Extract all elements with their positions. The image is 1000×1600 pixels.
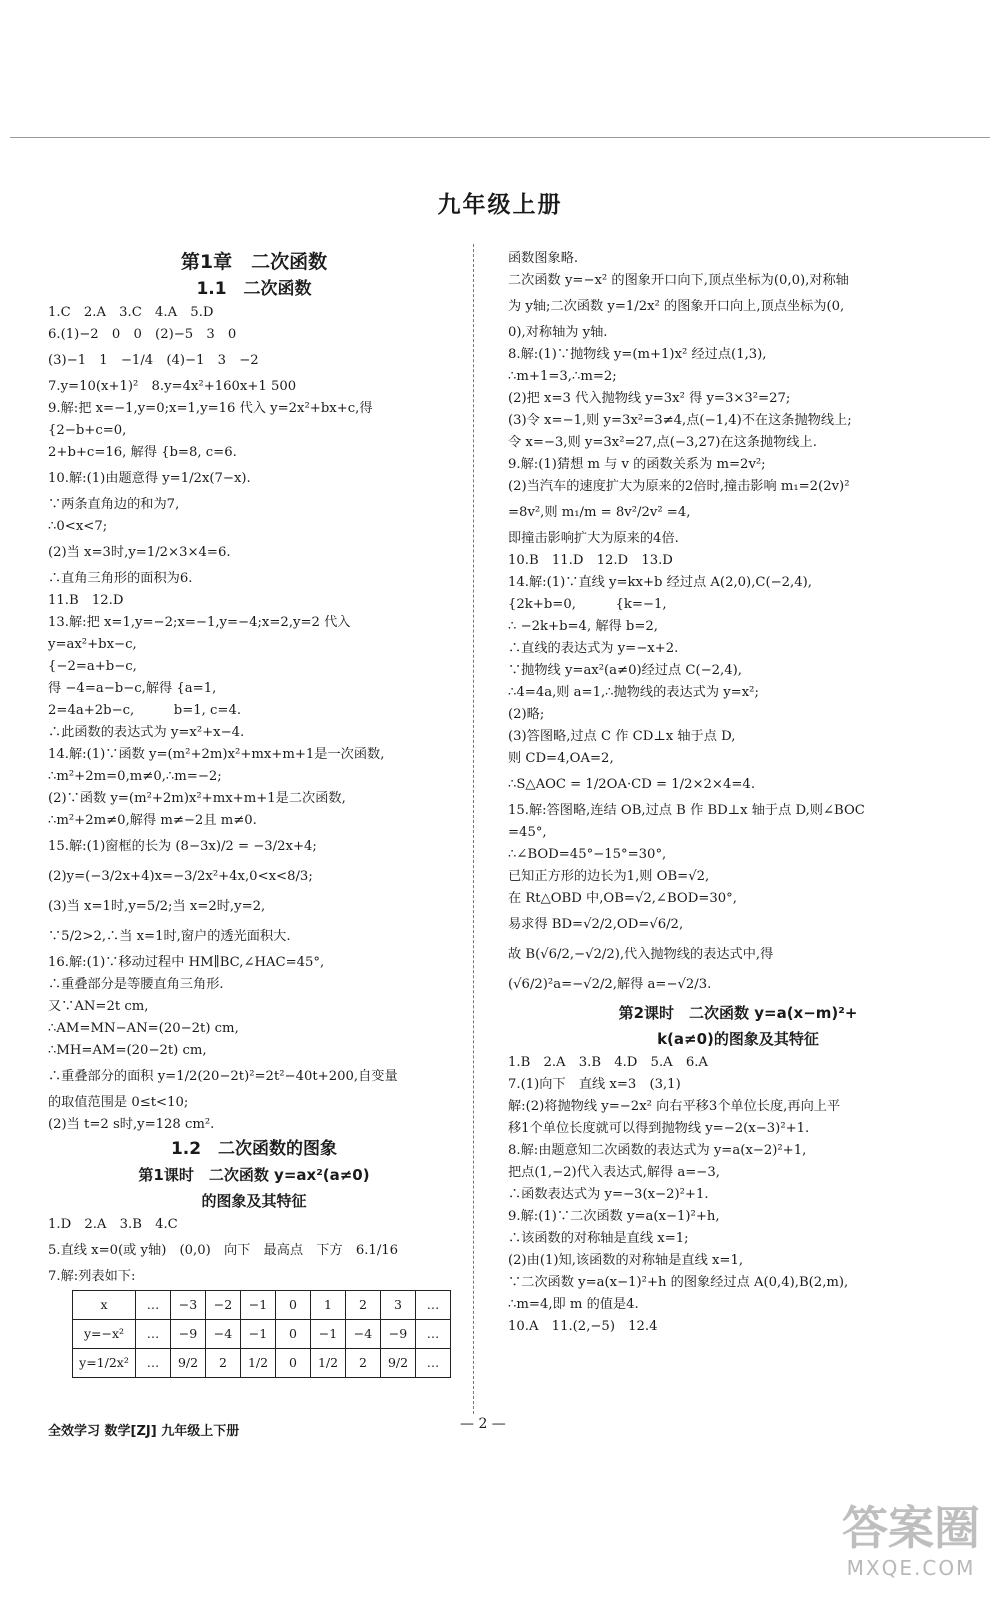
table-cell: −4 (346, 1320, 381, 1349)
footer-page-number: — 2 — (460, 1416, 506, 1432)
answer-line: ∴AM=MN−AN=(20−2t) cm, (48, 1021, 239, 1036)
table-cell: 2 (346, 1349, 381, 1378)
answer-line: (2)由(1)知,该函数的对称轴是直线 x=1, (508, 1253, 744, 1268)
answer-line: (2)∵函数 y=(m²+2m)x²+mx+m+1是二次函数, (48, 791, 346, 806)
answer-line: 令 x=−3,则 y=3x²=27,点(−3,27)在这条抛物线上. (508, 435, 817, 450)
answer-line: (3)答图略,过点 C 作 CD⊥x 轴于点 D, (508, 729, 736, 744)
answer-line: 2=4a+2b−c, b=1, c=4. (48, 703, 242, 718)
table-cell: 2 (346, 1291, 381, 1320)
footer-book-title: 全效学习 数学[ZJ] 九年级上下册 (48, 1424, 240, 1439)
answer-line: 11.B 12.D (48, 593, 124, 608)
table-cell: −9 (171, 1320, 206, 1349)
lesson-heading: 第2课时 二次函数 y=a(x−m)²+ (618, 1004, 858, 1022)
answer-line: ∴m²+2m=0,m≠0,∴m=−2; (48, 769, 222, 784)
answer-line: 1.D 2.A 3.B 4.C (48, 1217, 178, 1232)
answer-line: ∴m=4,即 m 的值是4. (508, 1297, 639, 1312)
value-table (72, 1290, 451, 1378)
lesson-heading: k(a≠0)的图象及其特征 (657, 1030, 819, 1048)
answer-line: 7.(1)向下 直线 x=3 (3,1) (508, 1077, 681, 1092)
answer-line: ∴重叠部分的面积 y=1/2(20−2t)²=2t²−40t+200,自变量 (48, 1069, 398, 1084)
answer-line: 则 CD=4,OA=2, (508, 751, 614, 766)
answer-line: 9.解:把 x=−1,y=0;x=1,y=16 代入 y=2x²+bx+c,得 (48, 401, 373, 416)
answer-line: 6.(1)−2 0 0 (2)−5 3 0 (48, 327, 237, 342)
answer-line: {2k+b=0, {k=−1, (508, 597, 667, 612)
answer-line: (3)当 x=1时,y=5/2;当 x=2时,y=2, (48, 899, 266, 914)
table-cell: −4 (206, 1320, 241, 1349)
watermark-logo (836, 1500, 986, 1580)
table-row (73, 1349, 451, 1378)
answer-line: 14.解:(1)∵函数 y=(m²+2m)x²+mx+m+1是一次函数, (48, 747, 385, 762)
answer-line: 把点(1,−2)代入表达式,解得 a=−3, (508, 1165, 720, 1180)
table-cell: … (416, 1349, 451, 1378)
answer-line: (3)令 x=−1,则 y=3x²=3≠4,点(−1,4)不在这条抛物线上; (508, 413, 852, 428)
answer-line: 10.A 11.(2,−5) 12.4 (508, 1319, 658, 1334)
table-cell: −3 (171, 1291, 206, 1320)
table-cell: 9/2 (381, 1349, 416, 1378)
answer-line: 10.解:(1)由题意得 y=1/2x(7−x). (48, 471, 251, 486)
table-cell: 2 (206, 1349, 241, 1378)
answer-line: 为 y轴;二次函数 y=1/2x² 的图象开口向上,顶点坐标为(0, (508, 299, 845, 314)
answer-line: ∴m+1=3,∴m=2; (508, 369, 617, 384)
answer-line: ∴ −2k+b=4, 解得 b=2, (508, 619, 658, 634)
table-row (73, 1291, 451, 1320)
answer-line: 的取值范围是 0≤t<10; (48, 1095, 189, 1110)
answer-line: 1.C 2.A 3.C 4.A 5.D (48, 305, 214, 320)
answer-line: ∴函数表达式为 y=−3(x−2)²+1. (508, 1187, 709, 1202)
table-cell: −1 (241, 1320, 276, 1349)
answer-line: 在 Rt△OBD 中,OB=√2,∠BOD=30°, (508, 891, 737, 906)
table-cell: 3 (381, 1291, 416, 1320)
answer-line: ∴S△AOC = 1/2OA·CD = 1/2×2×4=4. (508, 777, 756, 792)
answer-line: ∴该函数的对称轴是直线 x=1; (508, 1231, 689, 1246)
table-cell: 1/2 (311, 1349, 346, 1378)
answer-line: (2)y=(−3/2x+4)x=−3/2x²+4x,0<x<8/3; (48, 869, 313, 884)
table-cell: … (416, 1291, 451, 1320)
answer-line: 14.解:(1)∵直线 y=kx+b 经过点 A(2,0),C(−2,4), (508, 575, 812, 590)
table-cell: 0 (276, 1291, 311, 1320)
answer-line: 又∵AN=2t cm, (48, 999, 149, 1014)
answer-line: 13.解:把 x=1,y=−2;x=−1,y=−4;x=2,y=2 代入 (48, 615, 351, 630)
answer-line: 10.B 11.D 12.D 13.D (508, 553, 673, 568)
answer-line: 0),对称轴为 y轴. (508, 325, 608, 340)
answer-line: ∴0<x<7; (48, 519, 108, 534)
column-divider (473, 244, 474, 1414)
answer-line: 9.解:(1)∵二次函数 y=a(x−1)²+h, (508, 1209, 720, 1224)
answer-line: 1.B 2.A 3.B 4.D 5.A 6.A (508, 1055, 708, 1070)
table-cell: 0 (276, 1349, 311, 1378)
answer-line: 已知正方形的边长为1,则 OB=√2, (508, 869, 710, 884)
answer-line: 易求得 BD=√2/2,OD=√6/2, (508, 917, 684, 932)
table-cell: … (136, 1349, 171, 1378)
table-cell: 1/2 (241, 1349, 276, 1378)
answer-line: ∴MH=AM=(20−2t) cm, (48, 1043, 207, 1058)
table-row (73, 1320, 451, 1349)
answer-line: ∴4=4a,则 a=1,∴抛物线的表达式为 y=x²; (508, 685, 759, 700)
table-cell: 9/2 (171, 1349, 206, 1378)
page-title: 九年级上册 (437, 192, 563, 218)
watermark-url: MXQE.COM (846, 1556, 976, 1580)
answer-line: 9.解:(1)猜想 m 与 v 的函数关系为 m=2v²; (508, 457, 766, 472)
answer-line: 15.解:(1)窗框的长为 (8−3x)/2 = −3/2x+4; (48, 839, 317, 854)
answer-line: ∵抛物线 y=ax²(a≠0)经过点 C(−2,4), (508, 663, 742, 678)
answer-line: 移1个单位长度就可以得到抛物线 y=−2(x−3)²+1. (508, 1121, 810, 1136)
watermark-text: 答案圈 (842, 1501, 980, 1555)
answer-line: 故 B(√6/2,−√2/2),代入抛物线的表达式中,得 (508, 947, 774, 962)
table-cell: 0 (276, 1320, 311, 1349)
answer-line: 8.解:(1)∵抛物线 y=(m+1)x² 经过点(1,3), (508, 347, 767, 362)
answer-line: (3)−1 1 −1/4 (4)−1 3 −2 (48, 353, 259, 368)
answer-line: 8.解:由题意知二次函数的表达式为 y=a(x−2)²+1, (508, 1143, 807, 1158)
answer-line: 7.解:列表如下: (48, 1269, 136, 1284)
table-cell: y=1/2x² (73, 1349, 136, 1378)
answer-line: (√6/2)²a=−√2/2,解得 a=−√2/3. (508, 977, 712, 992)
answer-line: {2−b+c=0, (48, 423, 127, 438)
table-cell: x (73, 1291, 136, 1320)
section-heading: 1.2 二次函数的图象 (170, 1139, 338, 1159)
answer-line: 16.解:(1)∵移动过程中 HM∥BC,∠HAC=45°, (48, 955, 325, 970)
answer-line: (2)当 x=3时,y=1/2×3×4=6. (48, 545, 231, 560)
answer-line: 得 −4=a−b−c,解得 {a=1, (48, 681, 217, 696)
answer-line: (2)当汽车的速度扩大为原来的2倍时,撞击影响 m₁=2(2v)² (508, 479, 850, 494)
answer-line: ∴∠BOD=45°−15°=30°, (508, 847, 667, 862)
answer-line: 2+b+c=16, 解得 {b=8, c=6. (48, 445, 237, 460)
answer-line: ∴m²+2m≠0,解得 m≠−2且 m≠0. (48, 813, 257, 828)
lesson-heading: 的图象及其特征 (201, 1192, 307, 1210)
table-cell: −9 (381, 1320, 416, 1349)
right-lines (508, 248, 968, 1338)
answer-line: (2)当 t=2 s时,y=128 cm². (48, 1117, 215, 1132)
answer-line: 即撞击影响扩大为原来的4倍. (508, 531, 679, 546)
answer-line: =45°, (508, 825, 547, 840)
right-column (508, 248, 968, 1338)
answer-line: ∴重叠部分是等腰直角三角形. (48, 977, 224, 992)
table-cell: −1 (241, 1291, 276, 1320)
answer-line: 7.y=10(x+1)² 8.y=4x²+160x+1 500 (48, 379, 297, 394)
section-heading: 1.1 二次函数 (196, 279, 312, 299)
answer-line: ∵二次函数 y=a(x−1)²+h 的图象经过点 A(0,4),B(2,m), (508, 1275, 849, 1290)
chapter-heading: 第1章 二次函数 (180, 251, 328, 273)
answer-line: (2)把 x=3 代入抛物线 y=3x² 得 y=3×3²=27; (508, 391, 791, 406)
table-cell: y=−x² (73, 1320, 136, 1349)
left-lines (48, 248, 460, 1288)
answer-line: 解:(2)将抛物线 y=−2x² 向右平移3个单位长度,再向上平 (508, 1099, 841, 1114)
answer-line: 函数图象略. (508, 251, 579, 266)
table-cell: −1 (311, 1320, 346, 1349)
answer-line: ∵两条直角边的和为7, (48, 497, 180, 512)
answer-line: ∴直角三角形的面积为6. (48, 571, 193, 586)
table-cell: … (416, 1320, 451, 1349)
answer-line: y=ax²+bx−c, (48, 637, 137, 652)
answer-line: ∴此函数的表达式为 y=x²+x−4. (48, 725, 245, 740)
table-cell: 1 (311, 1291, 346, 1320)
answer-line: =8v²,则 m₁/m = 8v²/2v² =4, (508, 505, 691, 520)
answer-line: 二次函数 y=−x² 的图象开口向下,顶点坐标为(0,0),对称轴 (508, 273, 849, 288)
lesson-heading: 第1课时 二次函数 y=ax²(a≠0) (138, 1166, 370, 1184)
left-column (48, 248, 460, 1382)
top-rule (10, 137, 990, 138)
answer-line: (2)略; (508, 707, 545, 722)
answer-line: ∴直线的表达式为 y=−x+2. (508, 641, 679, 656)
answer-line: 5.直线 x=0(或 y轴) (0,0) 向下 最高点 下方 6.1/16 (48, 1243, 399, 1258)
answer-line: {−2=a+b−c, (48, 659, 137, 674)
table-cell: … (136, 1320, 171, 1349)
answer-line: ∵5/2>2,∴当 x=1时,窗户的透光面积大. (48, 929, 291, 944)
answer-line: 15.解:答图略,连结 OB,过点 B 作 BD⊥x 轴于点 D,则∠BOC (508, 803, 865, 818)
table-cell: … (136, 1291, 171, 1320)
table-cell: −2 (206, 1291, 241, 1320)
